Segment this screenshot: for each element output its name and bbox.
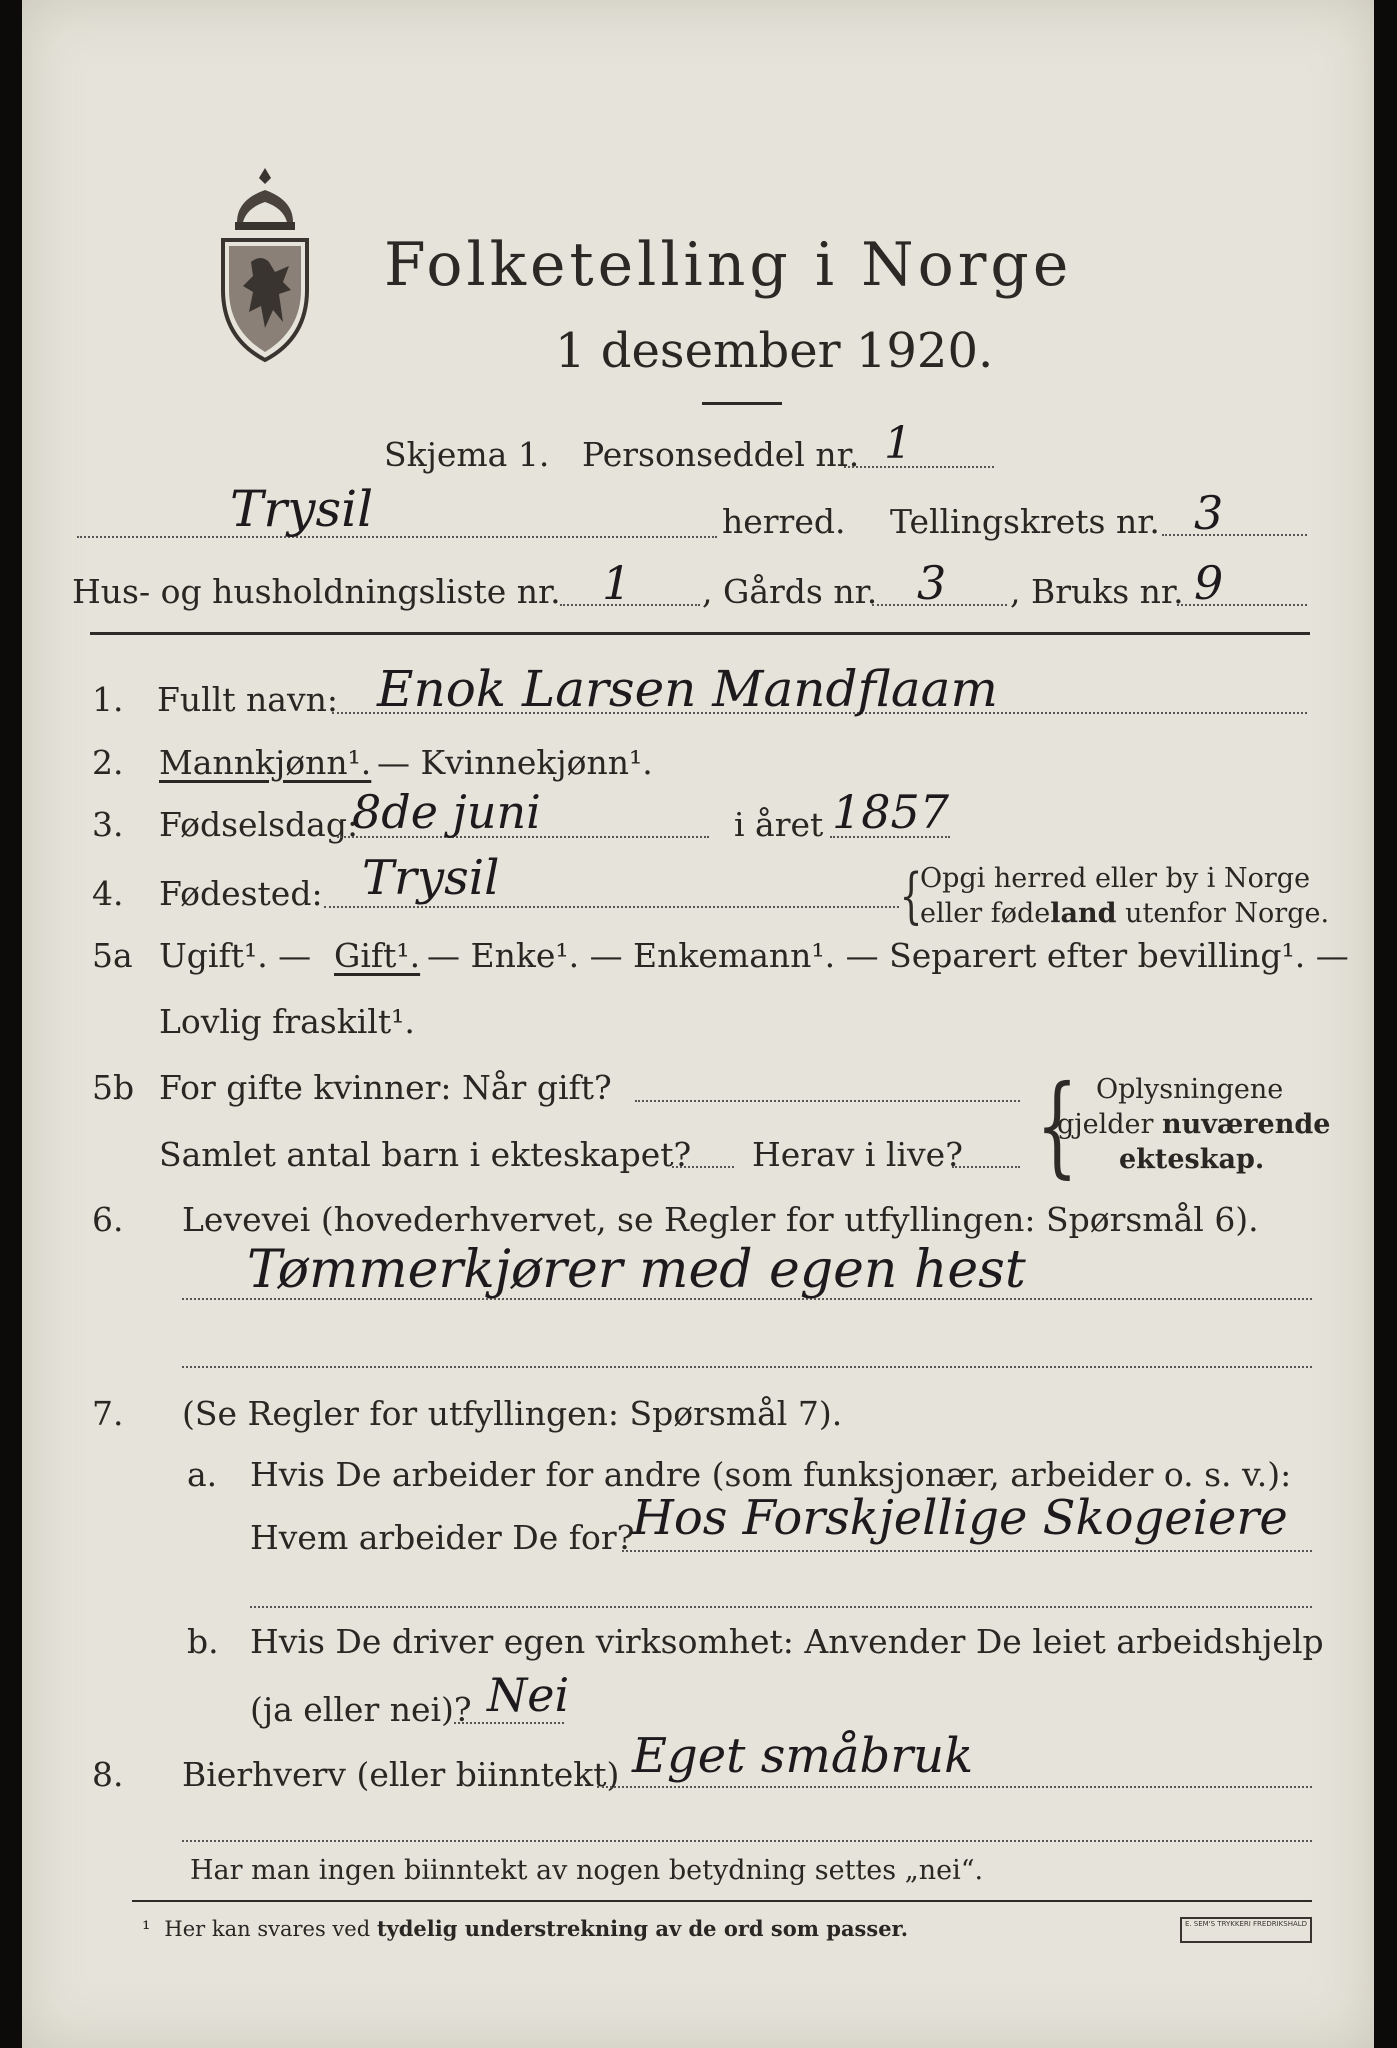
q5a-number: 5a xyxy=(92,936,133,975)
q7-number: 7. xyxy=(92,1394,124,1433)
q7b-yesno-label: (ja eller nei)? xyxy=(250,1690,472,1729)
q4-value[interactable]: Trysil xyxy=(362,850,500,906)
q5b-children-line xyxy=(672,1166,734,1168)
q7b-yesno-line xyxy=(454,1722,564,1724)
q5b-married-when-line xyxy=(635,1100,1020,1102)
q4-line xyxy=(324,906,899,908)
q7b-value[interactable]: Nei xyxy=(487,1668,570,1722)
q6-number: 6. xyxy=(92,1200,124,1239)
q8-value[interactable]: Eget småbruk xyxy=(632,1728,974,1784)
title-divider xyxy=(702,402,782,405)
census-form-sheet xyxy=(22,0,1374,2048)
husliste-label: Hus- og husholdningsliste nr. xyxy=(72,572,561,611)
q7a-employer-value[interactable]: Hos Forskjellige Skogeiere xyxy=(632,1490,1288,1546)
q2-male-option[interactable]: Mannkjønn¹. xyxy=(159,743,372,782)
q5b-number: 5b xyxy=(92,1068,135,1107)
q4-number: 4. xyxy=(92,874,124,913)
q6-label: Levevei (hovederhvervet, se Regler for utfyllingen: Spørsmål 6). xyxy=(182,1200,1259,1239)
q3-number: 3. xyxy=(92,805,124,844)
q5b-married-when-label: For gifte kvinner: Når gift? xyxy=(159,1068,612,1107)
q4-brace: { xyxy=(899,861,923,931)
herred-label: herred. xyxy=(722,502,846,541)
q5b-alive-line xyxy=(952,1166,1020,1168)
skjema-label: Skjema 1. xyxy=(384,435,550,474)
footnote: ¹ Her kan svares ved tydelig understrekning av de ord som passer. xyxy=(142,1916,909,1941)
q4-label: Fødested: xyxy=(159,874,323,913)
footer-divider xyxy=(132,1900,1312,1902)
q7-label: (Se Regler for utfyllingen: Spørsmål 7). xyxy=(182,1394,843,1433)
q1-label: Fullt navn: xyxy=(157,680,338,719)
q3-value[interactable]: 8de juni xyxy=(352,785,541,839)
gards-label: , Gårds nr. xyxy=(702,572,878,611)
q4-note-line2: eller fødeland utenfor Norge. xyxy=(920,898,1330,929)
q5b-brace: { xyxy=(1036,1061,1078,1189)
q7a-extra-line xyxy=(250,1606,1312,1608)
q7a-letter: a. xyxy=(187,1455,218,1494)
footer-note: Har man ingen biinntekt av nogen betydning settes „nei“. xyxy=(190,1855,984,1886)
q5b-children-label: Samlet antal barn i ekteskapet? xyxy=(159,1135,692,1174)
q5a-fraskilt-option[interactable]: Lovlig fraskilt¹. xyxy=(159,1002,415,1041)
q7a-label: Hvis De arbeider for andre (som funksjonær, arbeider o. s. v.): xyxy=(250,1455,1292,1494)
q5a-other-options[interactable]: — Enke¹. — Enkemann¹. — Separert efter bevilling¹. — xyxy=(427,936,1349,975)
q7a-employer-label: Hvem arbeider De for? xyxy=(250,1518,635,1557)
bruks-label: , Bruks nr. xyxy=(1010,572,1184,611)
husliste-value[interactable]: 1 xyxy=(602,556,632,610)
q5a-ugift-option[interactable]: Ugift¹. — xyxy=(159,936,312,975)
personseddel-value[interactable]: 1 xyxy=(884,418,912,469)
q1-value[interactable]: Enok Larsen Mandflaam xyxy=(377,660,998,718)
q6-value[interactable]: Tømmerkjører med egen hest xyxy=(247,1240,1026,1300)
tellingskrets-label: Tellingskrets nr. xyxy=(890,502,1160,541)
q5b-note-line2: gjelder nuværende xyxy=(1057,1109,1331,1140)
q7b-letter: b. xyxy=(187,1622,219,1661)
personseddel-line xyxy=(844,466,994,468)
q3-label: Fødselsdag: xyxy=(159,805,359,844)
personseddel-label: Personseddel nr. xyxy=(582,435,860,474)
tellingskrets-line xyxy=(1162,534,1307,536)
herred-line xyxy=(77,536,717,538)
form-title: Folketelling i Norge xyxy=(384,230,1073,300)
q5b-note-line1: Oplysningene xyxy=(1096,1074,1284,1105)
q7a-employer-line xyxy=(622,1550,1312,1552)
q8-number: 8. xyxy=(92,1755,124,1794)
herred-value[interactable]: Trysil xyxy=(230,480,374,538)
q5b-note-line3: ekteskap. xyxy=(1119,1144,1265,1175)
q6-line2 xyxy=(182,1366,1312,1368)
gards-value[interactable]: 3 xyxy=(917,556,947,610)
q3-year-label: i året xyxy=(734,805,824,844)
tellingskrets-value[interactable]: 3 xyxy=(1194,486,1224,540)
q8-line1 xyxy=(597,1786,1312,1788)
norwegian-coat-of-arms-icon xyxy=(215,160,315,365)
printer-mark: E. SEM'S TRYKKERI FREDRIKSHALD xyxy=(1180,1917,1312,1943)
census-date: 1 desember 1920. xyxy=(555,323,994,379)
q3-year-value[interactable]: 1857 xyxy=(832,785,950,839)
header-divider xyxy=(90,632,1310,635)
q2-female-option[interactable]: — Kvinnekjønn¹. xyxy=(377,743,653,782)
q8-label: Bierhverv (eller biinntekt) xyxy=(182,1755,620,1794)
q5a-gift-option[interactable]: Gift¹. xyxy=(334,936,421,975)
bruks-value[interactable]: 9 xyxy=(1194,556,1224,610)
q7b-label: Hvis De driver egen virksomhet: Anvender De leiet arbeidshjelp xyxy=(250,1622,1324,1661)
q8-line2 xyxy=(182,1840,1312,1842)
q5b-alive-label: Herav i live? xyxy=(752,1135,963,1174)
q4-note-line1: Opgi herred eller by i Norge xyxy=(920,863,1311,894)
q1-number: 1. xyxy=(92,680,124,719)
q2-number: 2. xyxy=(92,743,124,782)
